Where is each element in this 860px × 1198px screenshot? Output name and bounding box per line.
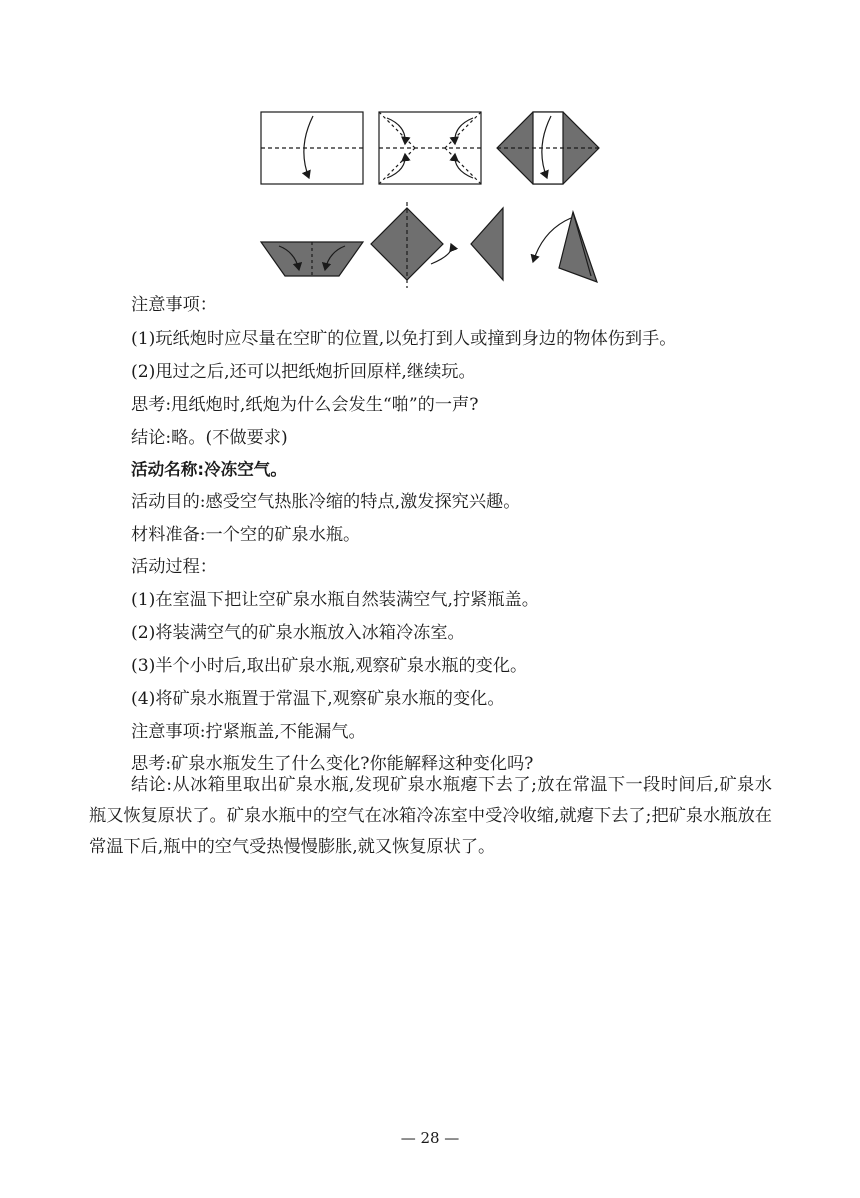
think-question-2: 思考:矿泉水瓶发生了什么变化?你能解释这种变化吗? — [131, 754, 534, 774]
notes-title: 注意事项： — [131, 295, 217, 315]
conclusion-1: 结论:略。(不做要求) — [131, 428, 288, 448]
fold-step-4 — [261, 242, 363, 276]
conclusion-2: 结论:从冰箱里取出矿泉水瓶,发现矿泉水瓶瘪下去了;放在常温下一段时间后,矿泉水瓶又恢复原状了。矿泉水瓶中的空气在冰箱冷冻室中受冷收缩,就瘪下去了;把矿泉水瓶放在常温下后,瓶中的空气受热慢慢膨胀,就又恢复原状了。 — [89, 775, 772, 857]
step-item-3: (3)半个小时后,取出矿泉水瓶,观察矿泉水瓶的变化。 — [131, 656, 528, 676]
fold-step-3 — [497, 112, 599, 184]
paper-fold-diagram — [255, 104, 605, 290]
activity-goal: 活动目的:感受空气热胀冷缩的特点,激发探究兴趣。 — [131, 492, 521, 512]
materials: 材料准备:一个空的矿泉水瓶。 — [131, 525, 361, 545]
note-item-1: (1)玩纸炮时应尽量在空旷的位置,以免打到人或撞到身边的物体伤到手。 — [131, 329, 677, 349]
fold-step-7 — [533, 212, 597, 282]
activity-name-heading: 活动名称:冷冻空气。 — [131, 460, 287, 479]
step-item-4: (4)将矿泉水瓶置于常温下,观察矿泉水瓶的变化。 — [131, 689, 505, 709]
activity-note: 注意事项:拧紧瓶盖,不能漏气。 — [131, 722, 366, 742]
page-number: — 28 — — [400, 1129, 460, 1147]
fold-step-2 — [379, 112, 481, 184]
think-question-1: 思考:甩纸炮时,纸炮为什么会发生“啪”的一声? — [131, 395, 479, 415]
fold-step-5 — [371, 202, 452, 288]
process-title: 活动过程： — [131, 557, 217, 577]
step-item-1: (1)在室温下把让空矿泉水瓶自然装满空气,拧紧瓶盖。 — [131, 590, 539, 610]
fold-step-1 — [261, 112, 363, 184]
step-item-2: (2)将装满空气的矿泉水瓶放入冰箱冷冻室。 — [131, 623, 465, 643]
note-item-2: (2)甩过之后,还可以把纸炮折回原样,继续玩。 — [131, 362, 476, 382]
fold-step-6 — [471, 208, 503, 280]
